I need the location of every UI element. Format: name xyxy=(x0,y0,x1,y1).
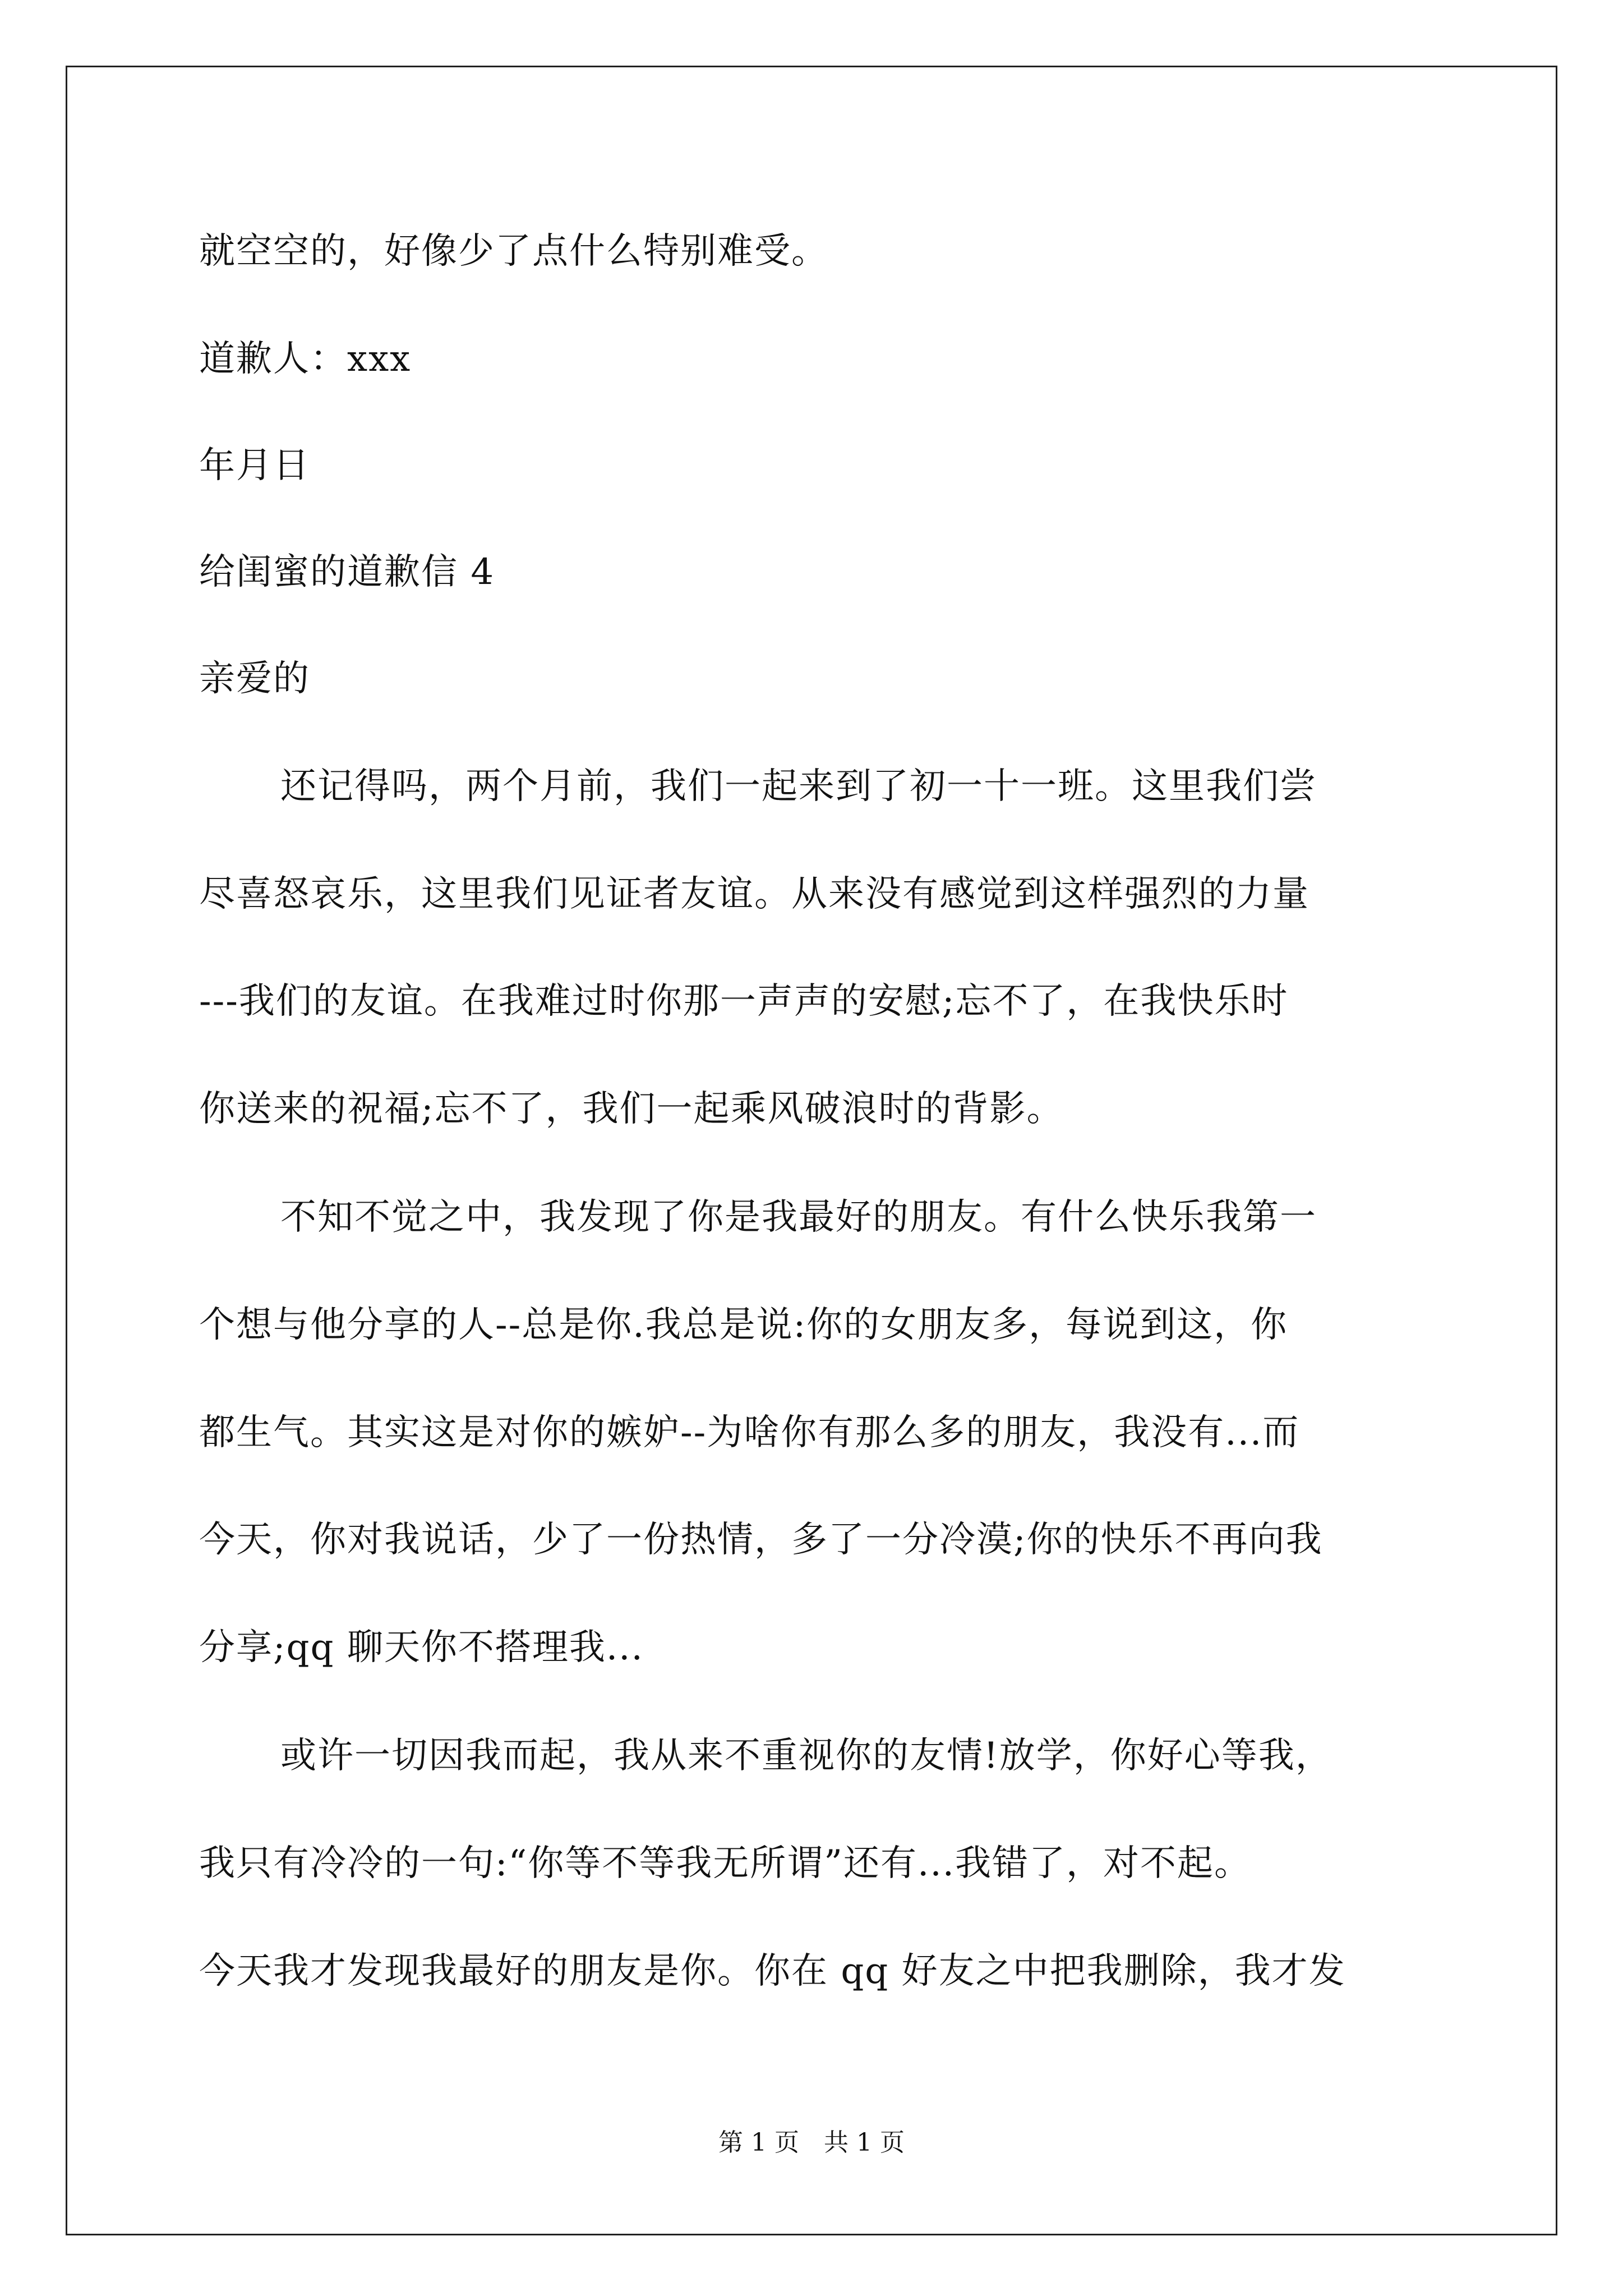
paragraph-2-line: 分享;qq 聊天你不搭理我... xyxy=(199,1627,644,1668)
paragraph-1-line: 还记得吗，两个月前，我们一起来到了初一十一班。这里我们尝 xyxy=(280,766,1317,807)
paragraph-2-line: 不知不觉之中，我发现了你是我最好的朋友。有什么快乐我第一 xyxy=(280,1197,1317,1238)
paragraph-2-line: 今天，你对我说话，少了一份热情，多了一分冷漠;你的快乐不再向我 xyxy=(199,1519,1323,1561)
paragraph-3-line: 今天我才发现我最好的朋友是你。你在 qq 好友之中把我删除，我才发 xyxy=(199,1950,1346,1992)
paragraph-1-line: ---我们的友谊。在我难过时你那一声声的安慰;忘不了，在我快乐时 xyxy=(199,981,1289,1022)
date-line: 年月日 xyxy=(199,445,310,486)
page-border xyxy=(66,66,1557,2235)
paragraph-1-line: 你送来的祝福;忘不了，我们一起乘风破浪时的背影。 xyxy=(199,1088,1064,1130)
text-line: 就空空的，好像少了点什么特别难受。 xyxy=(199,231,828,272)
signature-line: 道歉人：xxx xyxy=(199,338,412,380)
paragraph-1-line: 尽喜怒哀乐，这里我们见证者友谊。从来没有感觉到这样强烈的力量 xyxy=(199,873,1310,915)
paragraph-2-line: 个想与他分享的人--总是你.我总是说:你的女朋友多，每说到这，你 xyxy=(199,1304,1288,1346)
paragraph-3-line: 或许一切因我而起，我从来不重视你的友情!放学，你好心等我， xyxy=(280,1735,1332,1777)
salutation: 亲爱的 xyxy=(199,658,310,700)
page-number-footer: 第 1 页 共 1 页 xyxy=(718,2128,905,2157)
paragraph-2-line: 都生气。其实这是对你的嫉妒--为啥你有那么多的朋友，我没有...而 xyxy=(199,1412,1300,1453)
letter-title: 给闺蜜的道歉信 4 xyxy=(199,551,495,593)
paragraph-3-line: 我只有冷冷的一句:“你等不等我无所谓”还有...我错了，对不起。 xyxy=(199,1843,1252,1884)
